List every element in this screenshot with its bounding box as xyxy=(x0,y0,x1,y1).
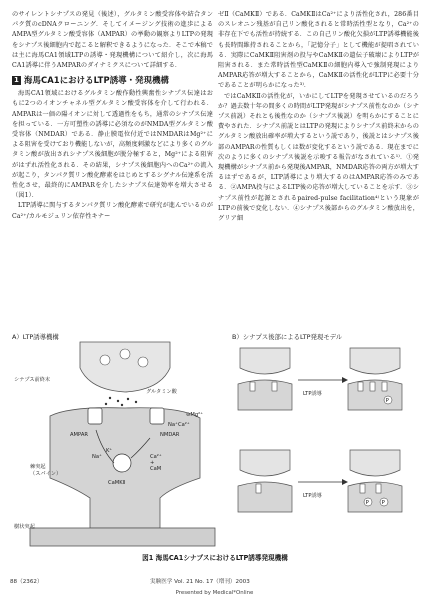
glutamate-dots xyxy=(105,397,137,406)
right-column xyxy=(218,10,419,224)
left-paragraph-2: 海馬CA1領域におけるグルタミン酸作動性興奮性シナプス伝達はおもに2つのイオンチャネル型グルタミン酸受容体を介して行われる．AMPARは一価の陽イオンに対して透過性をもち，通常のシナプス伝達を担っている．一方可塑性の誘導に必須なのがNMDA型グルタミン酸受容体（NMDAR）である．静止膜電位付近ではNMDARはMg²⁺による阻害を受けており機能しないが，高頻度刺激などにより多くのグルタミン酸が放出されシナプス後細胞が脱分極すると，Mg²⁺による阻害がはずれ活性化される．その結果，シナプス後細胞内へのCa²⁺の流入が起こり，タンパク質リン酸化酵素をはじめとするシグナル伝達系を活性化させ，最終的にAMPARを介したシナプス伝達効率を増大させる（図1）． xyxy=(12,90,214,200)
label-spine: 棘突起 （スパイン） xyxy=(30,464,62,477)
label-nmdar: NMDAR xyxy=(160,432,180,438)
nmdar-receptor xyxy=(150,408,164,424)
receptor xyxy=(370,382,375,391)
left-paragraph-1: のサイレントシナプスの発見（後述），グルタミン酸受容体や結合タンパク質のcDNAクローニング．そしてイメージング技術の進歩によるAMPA型グルタミン酸受容体（AMPAR）の挙動の観察よりLTPの発現をシナプス後細胞内で起こると解釈できるようになった．そこで本稿では主に海馬CA1領域LTPの誘導・発現機構について紹介し，次に海馬CA1誘導に伴うAMPARのダイナミクスについて詳細する． xyxy=(12,11,213,70)
ampar-receptor xyxy=(88,408,102,424)
figure-caption: 図1 海馬CA1シナプスにおけるLTP誘導発現機構 xyxy=(142,554,288,562)
phospho-label: P xyxy=(381,500,385,506)
receptor xyxy=(382,382,387,391)
arrow-head xyxy=(342,479,348,485)
panel-a-diagram xyxy=(10,338,220,553)
right-paragraph-2: ではCaMKⅡの活性化が，いかにしてLTPを発現させているのだろうか？過去数十年の間多くの時間がLTP発現がシナプス前性なのか（シナプス前説）それとも後性なのか（シナプス後説）を明らかにすることに費やされた．シナプス前説とはLTPの発現によりシナプス前終末からのグルタミン酸放出確率が増大するという説であり，後説とはシナプス後部のAMPARの性質もしくは数が変化するという説である．現在までに次のように多くのシナプス後説を示唆する報告がなされている¹⁾．①発現機構がシナプス前から発現後AMPAR，NMDAR応答の両方が増大するはずであるが，LTP誘導により増大するのはAMPAR応答のみである．②AMPA投与によるLTP後の応答が増大していることを示す．③シナプス前性が起源とされるpaired-pulse facilitation⁴⁾という現象がLTPの前後で変化しない．④シナプス後部からのグルタミン酸放出を，グリア細 xyxy=(218,92,420,223)
section-title: 海馬CA1におけるLTP誘導・発現機構 xyxy=(24,75,170,86)
camkii-molecule xyxy=(113,454,131,472)
synapse-before-2 xyxy=(240,450,290,476)
panel-b-diagram xyxy=(230,340,420,550)
label-cam: Ca²⁺ + CaM xyxy=(150,454,162,472)
publisher-credit: Presented by Medical*Online xyxy=(175,590,254,596)
label-dendrite: 樹状突起 xyxy=(14,524,35,530)
panel-b-title: B）シナプス後部によるLTP発現モデル xyxy=(232,333,343,341)
receptor xyxy=(272,382,277,391)
receptor xyxy=(250,382,255,391)
label-ltp-induction-1: LTP誘導 xyxy=(303,391,322,397)
section-number: 1 xyxy=(12,76,21,85)
label-na: Na⁺ xyxy=(168,422,178,428)
receptor xyxy=(360,484,365,493)
label-ampar: AMPAR xyxy=(70,432,88,438)
receptor xyxy=(256,484,261,493)
synapse-after xyxy=(350,348,400,374)
right-paragraph-1: ゼⅡ（CaMKⅡ）である．CaMKⅡはCa²⁺により活性化され，286番目のスレオニン残基が自己リン酸化されると常時活性型となり，Ca²⁺の非存在下でも活性が持続する．この自己リン酸化欠損がLTP誘導機能後も長時間維持されることから，「記憶分子」として機能が提唱されている．実際にCaMKⅡ阻害剤の投与やCaMKⅡの遺伝子破壊によりLTPが阻害される．また常時活性型CaMKⅡの細胞内導入で強制発現によりAMPAR応答が増大することから，CaMKⅡの活性化がLTPに必要十分であることが明らかになった³⁾． xyxy=(218,11,419,90)
page-number: 88（2362） xyxy=(10,579,43,585)
left-paragraph-3: LTP誘導に関与するタンパク質リン酸化酵素で研究が進んでいるのがCa²⁺/カルモジュリン依存性キナー xyxy=(12,202,213,220)
label-glutamate: グルタミン酸 xyxy=(146,389,177,395)
dendrite-shaft xyxy=(30,528,215,546)
panel-a-title: A）LTP誘導機構 xyxy=(12,333,59,341)
spine-after-2 xyxy=(348,482,402,512)
label-na-small: Na⁺ xyxy=(92,454,102,460)
phospho-label: P xyxy=(385,398,389,404)
section-heading xyxy=(12,75,213,86)
receptor xyxy=(376,484,381,493)
arrow-head xyxy=(342,377,348,383)
label-ltp-induction-2: LTP誘導 xyxy=(303,493,322,499)
synapse-before xyxy=(240,348,290,374)
spine-before-2 xyxy=(238,482,292,512)
label-k: K⁺ xyxy=(106,448,113,454)
synapse-after-2 xyxy=(350,450,400,476)
label-camkii: CaMKⅡ xyxy=(108,480,126,486)
vesicle xyxy=(100,355,110,365)
label-presynaptic: シナプス前終末 xyxy=(14,377,51,383)
label-ca: Ca²⁺ xyxy=(178,422,190,428)
vesicle xyxy=(120,349,130,359)
phospho-label: P xyxy=(365,500,369,506)
spine-before xyxy=(238,380,292,410)
label-mg: ⊖Mg²⁺ xyxy=(186,412,203,418)
left-column xyxy=(12,10,213,222)
figure-1 xyxy=(10,330,420,566)
journal-citation: 実験医学 Vol. 21 No. 17（増刊）2003 xyxy=(150,579,250,585)
vesicle xyxy=(138,357,148,367)
receptor xyxy=(358,382,363,391)
